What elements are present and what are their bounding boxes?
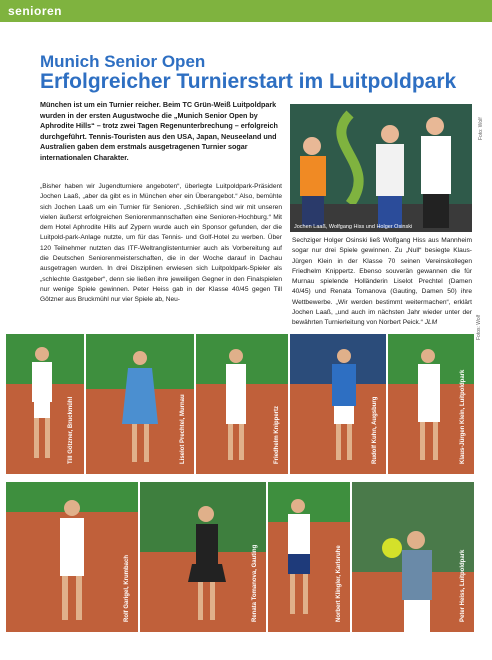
photo-image (352, 482, 474, 632)
body-left-text: „Bisher haben wir Jugendturniere angeboten“, überlegte Luitpoldpark-Präsident Jochen Laaß, „aber da gibt es in München eher ein Überangebot.“ Also, bemühte sich Jochen Laaß um ein Turnier für Senioren. „Schließlich sind wir mit unseren vielen äußerst erfolgreichen Seniorenmannschaften eine Senioren-Hochburg.“ Mit dem Hotel Aphrodite Hills auf Zypern wurde auch ein Sponsor gefunden, der die Luitpold-park-Anlage nutzte, um für das Tennis- und Golf-Hotel zu werben. Über 120 Teilnehmer nutzten das ITF-Weltranglistenturnier auch als Vorbereitung auf die Deutschen Seniorenmeisterschaften, die in der Woche darauf in Dachau ausgetragen wurden. In drei Disziplinen erwiesen sich Luitpoldpark-Spieler als „schlechte Gastgeber“, denn sie ließen ihre jeweiligen Gegner in den Finalspielen nur wenige Spiele gewinnen. Peter Heiss gab in der Klasse 40/45 gegen Till Götzner aus Bruckmühl nur vier Spiele ab, Neu- (40, 183, 282, 304)
photo-player-4 (290, 334, 386, 474)
body-right-text: Sechziger Holger Osinski ließ Wolfgang Hiss aus Mannheim sogar nur drei Spiele gewinnen. Zu „Null“ besiegte Klaus-Jürgen Klein in der Klasse 70 seinen Vereinskollegen Friedhelm Knippertz. Ebenso souverän gewannen die für Murnau spielende Holländerin Liselot Prechtel (Damen 40/45) und Renata Tomanova (Gauting, Damen 50) ihre Wettbewerbe. „Wir werden bestimmt weitermachen“, erklärt Jochen Laaß, „und auch im nächsten Jahr wieder unter der bewährten Turnierleitung von Norbert Peick.“ JLM (292, 237, 472, 327)
photo-credit-7: Renata Tomanova, Gauting (252, 544, 258, 622)
photo-player-5 (388, 334, 474, 474)
photos-side-credit: Fotos: Wolf (476, 314, 482, 340)
section-bar (0, 0, 492, 22)
photo-player-7 (140, 482, 266, 632)
article-headline: Erfolgreicher Turnierstart im Luitpoldpark (40, 70, 457, 93)
article-byline: JLM (424, 319, 438, 327)
article-lead: München ist um ein Turnier reicher. Beim TC Grün-Weiß Luitpoldpark wurden in der ersten Augustwoche die „Munich Senior Open by Aphrodite Hills“ – trotz zwei Tagen Regenunterbrechung – erfolgreich durchgeführt. Tennis-Touristen aus den USA, Japan, Neuseeland und Australien gaben dem erstmals ausgetragenen Turnier sogar internationalen Charakter. (40, 100, 278, 162)
photo-credit-4: Rudolf Kuhn, Augsburg (372, 396, 378, 464)
hero-photo (290, 104, 472, 232)
photo-image (6, 482, 138, 632)
photo-player-6 (6, 482, 138, 632)
hero-credit: Foto: Wolf (478, 117, 484, 140)
photo-credit-2: Liselot Prechtel, Murnau (180, 394, 186, 464)
photo-credit-9: Peter Heiss, Luitpoldpark (460, 549, 466, 622)
hero-image (290, 104, 472, 232)
photo-player-8 (268, 482, 350, 632)
photo-credit-8: Norbert Klingler, Karlsruhe (336, 545, 342, 622)
photo-player-3 (196, 334, 288, 474)
article-body-left (40, 182, 282, 306)
article-kicker: Munich Senior Open (40, 52, 206, 71)
hero-caption: Jochen Laaß, Wolfgang Hiss und Holger Osinski (294, 224, 413, 230)
photo-player-2 (86, 334, 194, 474)
photo-credit-5: Klaus-Jürgen Klein, Luitpoldpark (460, 369, 466, 464)
photo-image (140, 482, 266, 632)
photo-player-1 (6, 334, 84, 474)
photo-player-9 (352, 482, 474, 632)
photo-credit-3: Friedhelm Knippertz (274, 405, 280, 464)
article-body-right (292, 236, 472, 329)
photo-image (86, 334, 194, 474)
photo-credit-6: Rolf Garigel, Krumbach (124, 554, 130, 622)
photo-credit-1: Till Götzner, Bruckmühl (68, 396, 74, 464)
section-label: senioren (8, 4, 63, 18)
